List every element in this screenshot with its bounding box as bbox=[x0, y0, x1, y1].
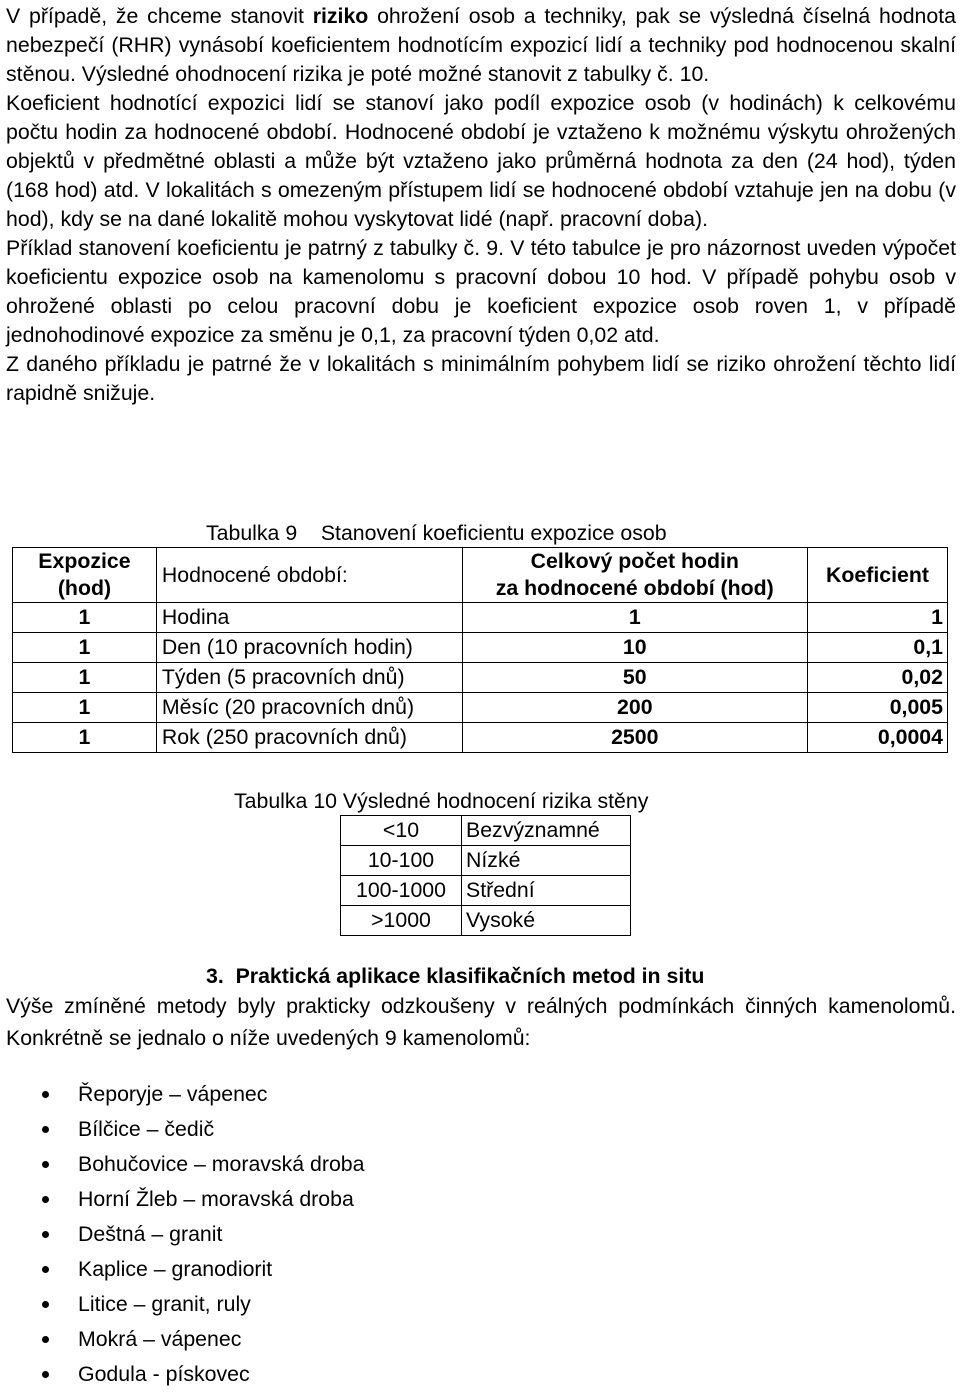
table9-cell-exposure: 1 bbox=[13, 723, 157, 753]
table9-cell-coefficient: 0,02 bbox=[808, 663, 948, 693]
list-item: Horní Žleb – moravská droba bbox=[6, 1182, 364, 1217]
table9-cell-period: Rok (250 pracovních dnů) bbox=[156, 723, 462, 753]
intro-paragraph-4: Z daného příkladu je patrné že v lokalitách s minimálním pohybem lidí se riziko ohrožení těchto lidí rapidně snižuje. bbox=[6, 352, 956, 405]
list-item: Godula - pískovec bbox=[6, 1357, 364, 1392]
table-row bbox=[341, 816, 631, 846]
table9-cell-exposure: 1 bbox=[13, 663, 157, 693]
table-row bbox=[13, 693, 948, 723]
table10-cell-value: <10 bbox=[341, 816, 462, 846]
table9-caption: Tabulka 9 Stanovení koeficientu expozice osob bbox=[206, 521, 667, 545]
section-text: Výše zmíněné metody byly prakticky odzkoušeny v reálných podmínkách činných kamenolomů. Konkrétně se jednalo o níže uvedených 9 kamenolomů: bbox=[6, 994, 956, 1050]
bullet-icon bbox=[42, 1196, 49, 1203]
table9-cell-coefficient: 0,1 bbox=[808, 633, 948, 663]
list-item: Kaplice – granodiorit bbox=[6, 1252, 364, 1287]
bullet-icon bbox=[42, 1091, 49, 1098]
bullet-icon bbox=[42, 1266, 49, 1273]
table9-cell-period: Týden (5 pracovních dnů) bbox=[156, 663, 462, 693]
section-heading: 3. Praktická aplikace klasifikačních metod in situ bbox=[206, 964, 705, 988]
table10-risk-evaluation bbox=[340, 815, 631, 936]
emphasis-riziko: riziko bbox=[312, 4, 369, 28]
table10-cell-label: Střední bbox=[462, 876, 631, 906]
bullet-icon bbox=[42, 1301, 49, 1308]
list-item: Mokrá – vápenec bbox=[6, 1322, 364, 1357]
bullet-icon bbox=[42, 1371, 49, 1378]
table9-cell-coefficient: 0,0004 bbox=[808, 723, 948, 753]
table9-cell-hours: 200 bbox=[462, 693, 808, 723]
table10-caption: Tabulka 10 Výsledné hodnocení rizika stěny bbox=[234, 789, 649, 813]
table9-cell-exposure: 1 bbox=[13, 603, 157, 633]
table9-cell-coefficient: 1 bbox=[808, 603, 948, 633]
list-item: Deštná – granit bbox=[6, 1217, 364, 1252]
table10-cell-label: Nízké bbox=[462, 846, 631, 876]
table10-cell-value: 100-1000 bbox=[341, 876, 462, 906]
table9-cell-exposure: 1 bbox=[13, 693, 157, 723]
intro-paragraph-2: Koeficient hodnotící expozici lidí se stanoví jako podíl expozice osob (v hodinách) k celkovému počtu hodin za hodnocené období. Hodnocené období je vztaženo k možnému výskytu ohrožených objektů v předmětné oblasti a může být vztaženo jako průměrná hodnota za den (24 hod), týden (168 hod) atd. V lokalitách s omezeným přístupem lidí se hodnocené období vztahuje jen na dobu (v hod), kdy se na dané lokalitě mohou vyskytovat lidé (např. pracovní doba). bbox=[6, 91, 956, 231]
quarry-list bbox=[6, 1077, 364, 1392]
table9-header-row bbox=[13, 548, 948, 603]
table9-cell-hours: 50 bbox=[462, 663, 808, 693]
table10-cell-label: Vysoké bbox=[462, 906, 631, 936]
table10-cell-value: 10-100 bbox=[341, 846, 462, 876]
table9-header-hours: Celkový počet hodin za hodnocené období (hod) bbox=[462, 548, 808, 603]
document-page bbox=[6, 0, 956, 1386]
table9-cell-exposure: 1 bbox=[13, 633, 157, 663]
table-row bbox=[341, 876, 631, 906]
table-row bbox=[341, 846, 631, 876]
table9-cell-hours: 2500 bbox=[462, 723, 808, 753]
bullet-icon bbox=[42, 1231, 49, 1238]
intro-text bbox=[6, 0, 956, 408]
list-item: Řeporyje – vápenec bbox=[6, 1077, 364, 1112]
table-row bbox=[13, 723, 948, 753]
bullet-icon bbox=[42, 1126, 49, 1133]
bullet-icon bbox=[42, 1336, 49, 1343]
list-item: Litice – granit, ruly bbox=[6, 1287, 364, 1322]
table9-header-exposure: Expozice (hod) bbox=[13, 548, 157, 603]
table9-header-coefficient: Koeficient bbox=[808, 548, 948, 603]
intro-paragraph-1: V případě, že chceme stanovit riziko ohrožení osob a techniky, pak se výsledná číselná hodnota nebezpečí (RHR) vynásobí koeficientem hodnotícím expozicí lidí a techniky pod hodnocenou skalní stěnou. Výsledné ohodnocení rizika je poté možné stanovit z tabulky č. 10. bbox=[6, 4, 956, 86]
table-row bbox=[13, 603, 948, 633]
table9-exposure-coefficient bbox=[12, 547, 948, 753]
table9-cell-hours: 1 bbox=[462, 603, 808, 633]
table9-header-period: Hodnocené období: bbox=[156, 548, 462, 603]
table9-cell-period: Hodina bbox=[156, 603, 462, 633]
list-item: Bílčice – čedič bbox=[6, 1112, 364, 1147]
table9-cell-hours: 10 bbox=[462, 633, 808, 663]
table10-cell-value: >1000 bbox=[341, 906, 462, 936]
table-row bbox=[13, 663, 948, 693]
list-item: Bohučovice – moravská droba bbox=[6, 1147, 364, 1182]
table9-cell-period: Den (10 pracovních hodin) bbox=[156, 633, 462, 663]
bullet-icon bbox=[42, 1161, 49, 1168]
table-row bbox=[13, 633, 948, 663]
table10-cell-label: Bezvýznamné bbox=[462, 816, 631, 846]
table9-cell-coefficient: 0,005 bbox=[808, 693, 948, 723]
table9-cell-period: Měsíc (20 pracovních dnů) bbox=[156, 693, 462, 723]
intro-paragraph-3: Příklad stanovení koeficientu je patrný z tabulky č. 9. V této tabulce je pro názornost uveden výpočet koeficientu expozice osob na kamenolomu s pracovní dobou 10 hod. V případě pohybu osob v ohrožené oblasti po celou pracovní dobu je koeficient expozice osob roven 1, v případě jednohodinové expozice za směnu je 0,1, za pracovní týden 0,02 atd. bbox=[6, 236, 956, 347]
table-row bbox=[341, 906, 631, 936]
